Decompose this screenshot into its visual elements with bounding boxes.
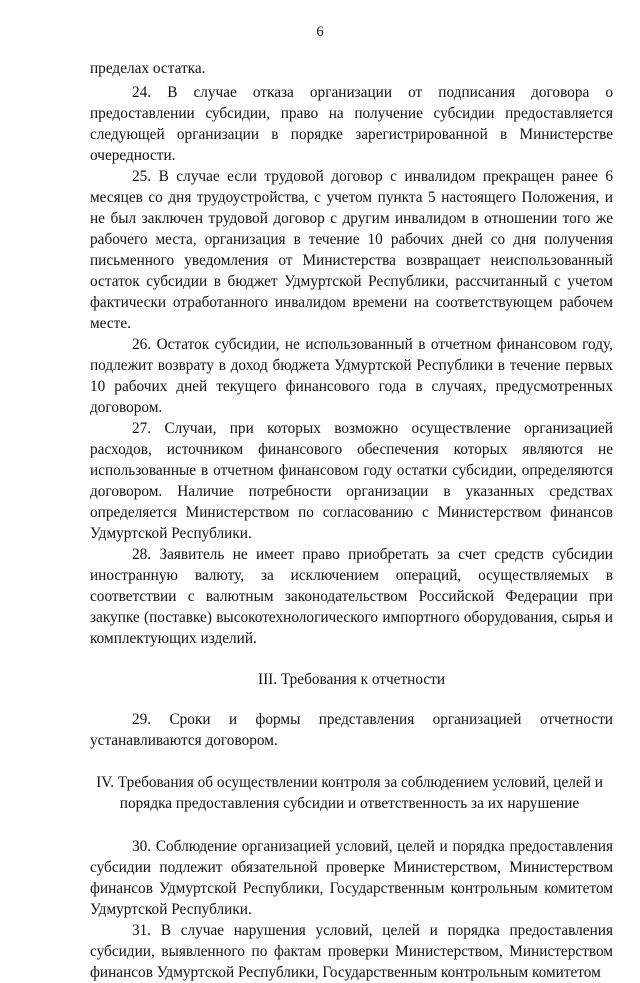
paragraph-27: 27. Случаи, при которых возможно осуществление организацией расходов, источником финансового обеспечения которых являются не использованные в отчетном финансовом году остатки субсидии, определяются договором. Наличие потребности организации в указанных средствах определяется Министерством по согласованию с Министерством финансов Удмуртской Республики. — [90, 420, 613, 542]
document-body — [90, 58, 613, 983]
paragraph-31: 31. В случае нарушения условий, целей и порядка предоставления субсидии, выявленного по фактам проверки Министерством, Министерством финансов Удмуртской Республики, Государственным контрольным комитетом — [90, 922, 613, 981]
paragraph-continuation: пределах остатка. — [90, 60, 206, 77]
paragraph-28: 28. Заявитель не имеет право приобретать за счет средств субсидии иностранную валюту, за исключением операций, осуществляемых в соответствии с валютным законодательством Российской Федерации при закупке (поставке) высокотехнологического импортного оборудования, сырья и комплектующих изделий. — [90, 546, 613, 647]
page-number: 6 — [316, 24, 324, 40]
paragraph-29: 29. Сроки и формы представления организацией отчетности устанавливаются договором. — [90, 711, 613, 749]
paragraph-30: 30. Соблюдение организацией условий, целей и порядка предоставления субсидии подлежит обязательной проверке Министерством, Министерством финансов Удмуртской Республики, Государственным контрольным комитетом Удмуртской Республики. — [90, 838, 613, 918]
paragraph-24: 24. В случае отказа организации от подписания договора о предоставлении субсидии, право на получение субсидии предоставляется следующей организации в порядке зарегистрированной в Министерстве очередности. — [90, 84, 613, 164]
section-heading-iv: IV. Требования об осуществлении контроля за соблюдением условий, целей и порядка предоставления субсидии и ответственность за их нарушение — [96, 774, 603, 812]
paragraph-26: 26. Остаток субсидии, не использованный в отчетном финансовом году, подлежит возврату в доход бюджета Удмуртской Республики в течение первых 10 рабочих дней текущего финансового года в случаях, предусмотренных договором. — [90, 336, 613, 416]
section-heading-iii: III. Требования к отчетности — [257, 671, 446, 688]
paragraph-25: 25. В случае если трудовой договор с инвалидом прекращен ранее 6 месяцев со дня трудоустройства, с учетом пункта 5 настоящего Положения, и не был заключен трудовой договор с другим инвалидом в отношении того же рабочего места, организация в течение 10 рабочих дней со дня получения письменного уведомления от Министерства возвращает неиспользованный остаток субсидии в бюджет Удмуртской Республики, рассчитанный с учетом фактически отработанного инвалидом времени на соответствующем рабочем месте. — [90, 168, 613, 332]
